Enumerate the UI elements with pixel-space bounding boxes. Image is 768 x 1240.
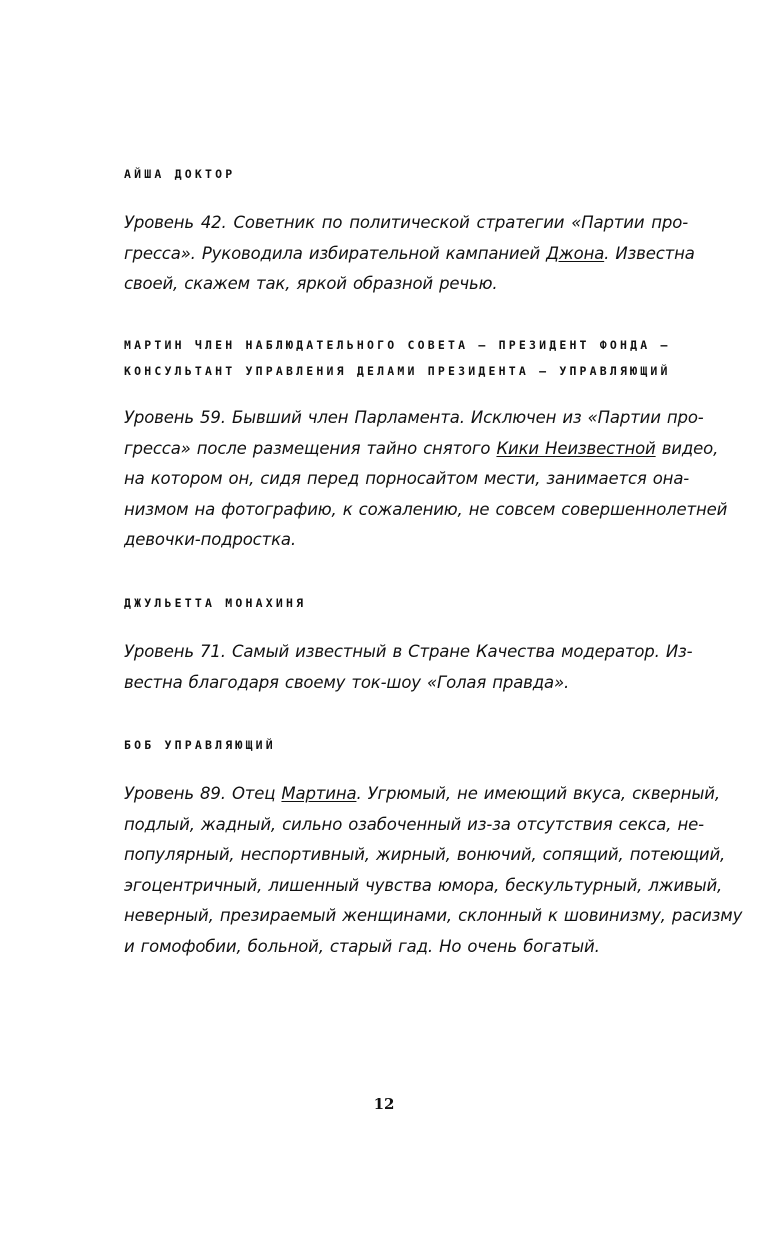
character-reference: Мартина xyxy=(281,784,357,803)
description-line: низмом на фотографию, к сожалению, не совсем совершеннолетней xyxy=(124,499,728,519)
description-line: на котором он, сидя перед порносайтом мести, занимается она- xyxy=(124,469,690,488)
page-number: 12 xyxy=(373,1095,395,1113)
description-line: неверный, презираемый женщинами, склонный к шовинизму, расизму xyxy=(124,906,743,925)
description-line: грессa». Руководила избирательной кампанией Джона. Известна xyxy=(124,243,695,263)
description-line: гресса» после размещения тайно снятого Кики Неизвестной видео, xyxy=(124,438,719,458)
character-reference: Кики Неизвестной xyxy=(496,438,656,458)
character-description xyxy=(124,208,695,300)
character-name xyxy=(124,590,688,616)
description-line: Уровень 59. Бывший член Парламента. Исключен из «Партии про- xyxy=(124,408,704,427)
description-line: популярный, неспортивный, жирный, вонючий, сопящий, потеющий, xyxy=(124,845,726,864)
description-line: Уровень 89. Отец Мартина. Угрюмый, не имеющий вкуса, скверный, xyxy=(124,784,720,803)
character-description xyxy=(124,779,743,962)
character-description xyxy=(124,637,693,698)
character-entry-aisha xyxy=(124,161,695,300)
character-entry-juliette xyxy=(124,590,693,698)
character-name-line: МАРТИН ЧЛЕН НАБЛЮДАТЕЛЬНОГО СОВЕТА — ПРЕЗИДЕНТ ФОНДА — xyxy=(124,338,671,352)
description-line: Уровень 71. Самый известный в Стране Качества модератор. Из- xyxy=(124,642,693,661)
description-line: подлый, жадный, сильно озабоченный из-за отсутствия секса, не- xyxy=(124,814,704,834)
description-line: эгоцентричный, лишенный чувства юмора, бескультурный, лживый, xyxy=(124,875,723,895)
character-name-line: БОБ УПРАВЛЯЮЩИЙ xyxy=(124,738,276,752)
description-line: своей, скажем так, яркой образной речью. xyxy=(124,274,498,293)
character-entry-martin xyxy=(124,332,728,556)
character-name xyxy=(124,332,688,384)
character-name-line: ДЖУЛЬЕТТА МОНАХИНЯ xyxy=(124,596,307,610)
character-name xyxy=(124,732,688,758)
character-reference: Джона xyxy=(546,243,605,263)
description-line: и гомофобии, больной, старый гад. Но очень богатый. xyxy=(124,936,600,956)
character-name-line: АЙША ДОКТОР xyxy=(124,167,236,181)
description-line: Уровень 42. Советник по политической стратегии «Партии про- xyxy=(124,213,688,232)
character-name xyxy=(124,161,688,187)
character-entry-bob xyxy=(124,732,743,962)
description-line: девочки-подростка. xyxy=(124,530,296,549)
description-line: вестна благодаря своему ток-шоу «Голая правда». xyxy=(124,672,570,692)
character-description xyxy=(124,403,728,556)
character-name-line: КОНСУЛЬТАНТ УПРАВЛЕНИЯ ДЕЛАМИ ПРЕЗИДЕНТА — УПРАВЛЯЮЩИЙ xyxy=(124,364,671,378)
